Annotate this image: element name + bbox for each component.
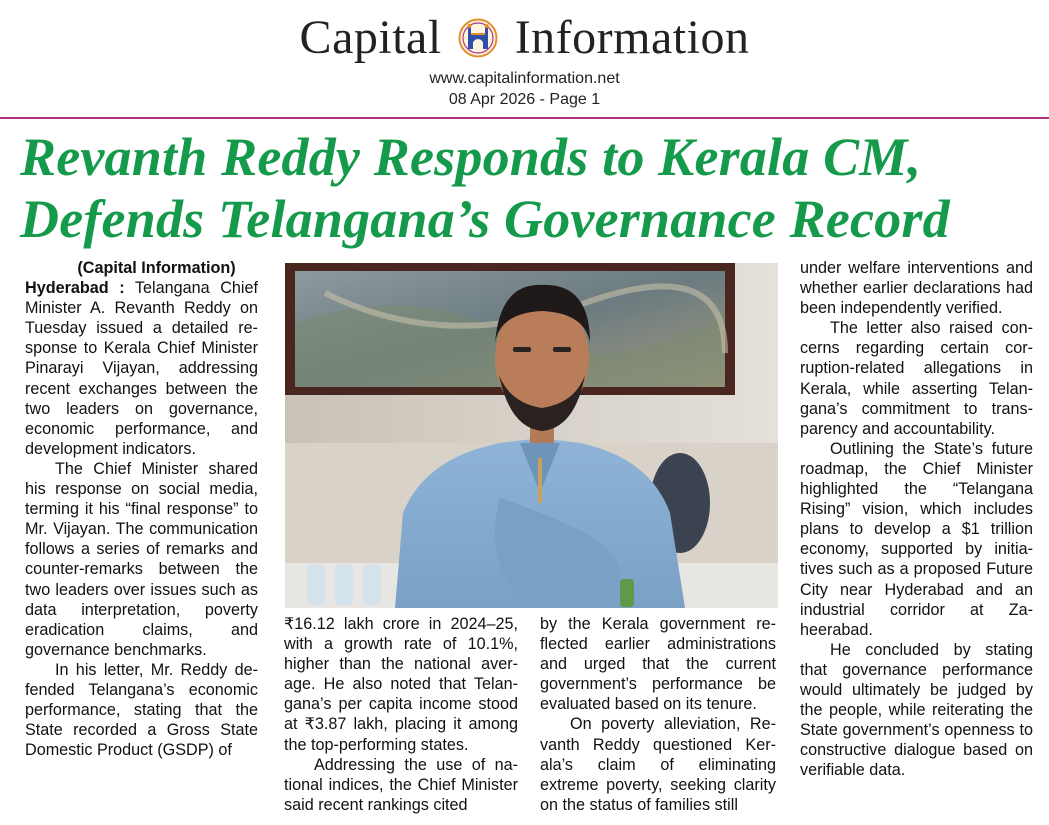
charminar-emblem-icon [458,18,498,58]
article-paragraph: Addressing the use of national indices, the Chief Minister said recent rankings cited [284,755,518,814]
site-url: www.capitalinformation.net [429,70,620,87]
article-paragraph: The Chief Minister shared his response on social media, terming it his “final response” to Mr. Vijayan. The communication follows a series of remarks and counter-remarks between the two leaders over issues such as data interpretation, poverty eradication claims, and governance benchmarks. [25,459,258,659]
article-photo [285,263,778,608]
brand-name-right: Information [514,10,750,64]
article-headline [20,126,1040,250]
article-paragraph [25,278,258,459]
edition-date-page: 08 Apr 2026 - Page 1 [448,91,601,108]
headline-line-2: Defends Telangana’s Governance Record [20,189,950,249]
byline: (Capital Information) [77,259,236,277]
dateline: Hyderabad : [25,279,125,298]
masthead [0,0,1049,118]
paragraph-text: Telangana Chief Minister A. Revanth Reddy on Tuesday issued a detailed response to Kerala Chief Minister Pinarayi Vijayan, addressing recent exchanges between the two leaders on governance, economic performance, and development indicators. [25,279,258,458]
article-paragraph: under welfare interventions and whether earlier declarations had been independently verified. [800,259,1033,318]
article-paragraph: In his letter, Mr. Reddy defended Telangana’s economic performance, stating that the State recorded a Gross State Domestic Product (GSDP) of [25,660,258,760]
photo-illustration [285,263,778,608]
article-column-4 [800,258,1033,780]
article-paragraph: by the Kerala government reflected earlier administrations and urged that the current government’s performance be evaluated based on its tenure. [540,615,776,714]
article-paragraph: He concluded by stating that governance performance would ultimately be judged by the people, while reiterating the State government’s openness to constructive dialogue based on verifiable data. [800,640,1033,780]
article-paragraph: On poverty alleviation, Revanth Reddy questioned Kerala’s claim of eliminating extreme poverty, seeking clarity on the status of families still [540,715,776,814]
article-paragraph: Outlining the State’s future roadmap, the Chief Minister highlighted the “Telangana Rising” vision, which includes plans to develop a $1 trillion economy, supported by initiatives such as a proposed Future City near Hyderabad and an industrial corridor at Zaheerabad. [800,439,1033,639]
article-paragraph: ₹16.12 lakh crore in 2024–25, with a growth rate of 10.1%, higher than the national average. He also noted that Telangana’s per capita income stood at ₹3.87 lakh, placing it among the top-performing states. [284,615,518,754]
article-column-3 [540,614,776,815]
article-column-1 [25,258,258,760]
brand-logo [0,4,1049,68]
headline-line-1: Revanth Reddy Responds to Kerala CM, [20,127,922,187]
article-paragraph: The letter also raised concerns regarding certain corruption-related allegations in Kerala, while asserting Telangana’s commitment to transparency and accountability. [800,319,1033,438]
masthead-divider [0,117,1049,119]
brand-name-left: Capital [299,10,442,64]
article-column-2 [284,614,518,815]
